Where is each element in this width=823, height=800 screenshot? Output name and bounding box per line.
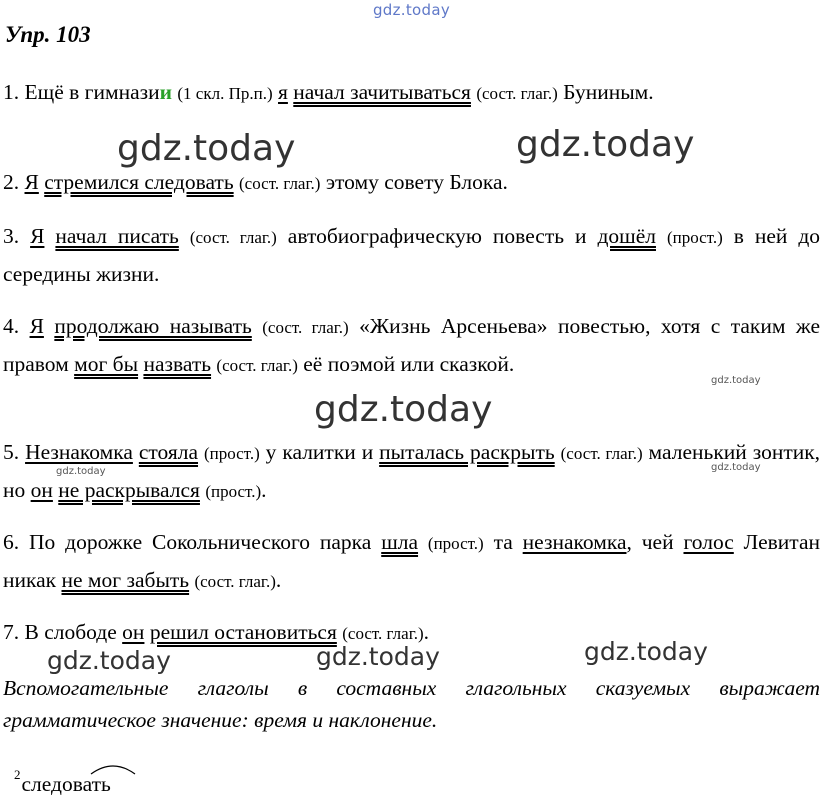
conclusion-note: Вспомогательные глаголы в составных глагольных сказуемых выражает грамматическое значение: время и наклонение. bbox=[3, 676, 820, 732]
watermark: gdz.today bbox=[584, 637, 708, 666]
watermark: gdz.today bbox=[711, 375, 761, 386]
text-segment: . bbox=[261, 478, 267, 502]
analyzed-word: следовать bbox=[21, 772, 111, 797]
subject-underlined: он bbox=[30, 478, 53, 502]
exercise-title: Упр. 103 bbox=[5, 22, 91, 47]
watermark: gdz.today bbox=[56, 466, 106, 477]
text-segment: «Жизнь Арсеньева» повестью, хотя с таким же правом bbox=[3, 314, 821, 376]
root-arc-mark bbox=[88, 762, 138, 776]
predicate-underlined: шла bbox=[381, 530, 419, 554]
subject-underlined: голос bbox=[683, 530, 734, 554]
predicate-underlined: назвать bbox=[143, 352, 212, 376]
text-segment: . bbox=[423, 620, 430, 644]
text-segment: её поэмой или сказкой. bbox=[297, 352, 515, 376]
text-segment bbox=[44, 224, 55, 248]
subject-underlined: Я bbox=[29, 314, 44, 338]
grammar-note: (прост.) bbox=[205, 482, 262, 501]
sentence-2 bbox=[3, 164, 820, 202]
grammar-note: (сост. глаг.) bbox=[262, 318, 349, 337]
text-segment bbox=[44, 314, 54, 338]
sentence-1 bbox=[3, 74, 820, 112]
sentence-number: 2. bbox=[3, 170, 25, 194]
predicate-underlined: мог бы bbox=[74, 352, 139, 376]
subject-underlined: незнакомка bbox=[522, 530, 627, 554]
grammar-note: (сост. глаг.) bbox=[560, 444, 643, 463]
watermark: gdz.today bbox=[516, 124, 695, 165]
predicate-underlined: стояла bbox=[138, 440, 199, 464]
subject-underlined: Я bbox=[24, 170, 39, 194]
text-segment: та bbox=[483, 530, 523, 554]
sentence-4 bbox=[3, 308, 820, 384]
text-segment bbox=[179, 224, 190, 248]
text-segment: у калитки и bbox=[259, 440, 380, 464]
subject-underlined: Я bbox=[30, 224, 45, 248]
text-segment: автобиографическую повесть и bbox=[276, 224, 598, 248]
predicate-underlined: не раскрывался bbox=[58, 478, 200, 502]
predicate-underlined: стремился следовать bbox=[44, 170, 234, 194]
analysis-number: 2 bbox=[14, 767, 21, 782]
sentence-number: 6. bbox=[3, 530, 29, 554]
text-segment: . bbox=[275, 568, 282, 592]
watermark: gdz.today bbox=[316, 642, 440, 671]
text-segment bbox=[418, 530, 428, 554]
subject-underlined: он bbox=[122, 620, 145, 644]
predicate-underlined: начал зачитываться bbox=[293, 80, 471, 104]
sentence-number: 3. bbox=[3, 224, 31, 248]
grammar-note: (прост.) bbox=[427, 534, 484, 553]
watermark: gdz.today bbox=[711, 462, 761, 473]
text-segment: Буниным. bbox=[557, 80, 654, 104]
watermark: gdz.today bbox=[47, 646, 171, 675]
grammar-note: (1 скл. Пр.п.) bbox=[177, 84, 273, 103]
subject-underlined: Незнакомка bbox=[25, 440, 133, 464]
predicate-underlined: начал писать bbox=[55, 224, 179, 248]
predicate-underlined: решил остановиться bbox=[149, 620, 337, 644]
sentence-number: 5. bbox=[3, 440, 26, 464]
grammar-note: (прост.) bbox=[203, 444, 260, 463]
text-segment: , чей bbox=[626, 530, 684, 554]
predicate-underlined: продолжаю называть bbox=[54, 314, 252, 338]
grammar-note: (сост. глаг.) bbox=[239, 174, 321, 193]
predicate-underlined: не мог забыть bbox=[61, 568, 190, 592]
sentence-number: 7. bbox=[3, 620, 25, 644]
text-segment: По дорожке Сокольнического парка bbox=[29, 530, 382, 554]
sentence-number: 1. bbox=[3, 80, 25, 104]
sentence-7 bbox=[3, 614, 820, 652]
text-segment: маленький зонтик, но bbox=[3, 440, 821, 502]
grammar-note: (сост. глаг.) bbox=[342, 624, 424, 643]
predicate-underlined: пыталась раскрыть bbox=[379, 440, 555, 464]
text-segment: Левитан никак bbox=[3, 530, 821, 592]
text-segment bbox=[252, 314, 262, 338]
grammar-note: (сост. глаг.) bbox=[216, 356, 298, 375]
top-site-watermark: gdz.today bbox=[372, 1, 451, 19]
sentence-6 bbox=[3, 524, 820, 600]
subject-underlined: я bbox=[278, 80, 288, 104]
sentence-3 bbox=[3, 218, 820, 292]
sentence-5 bbox=[3, 434, 820, 510]
sentence-number: 4. bbox=[3, 314, 30, 338]
text-segment: этому совету Блока. bbox=[320, 170, 508, 194]
grammar-note: (сост. глаг.) bbox=[476, 84, 558, 103]
watermark: gdz.today bbox=[117, 128, 296, 169]
text-segment: Ещё в гимнази bbox=[24, 80, 160, 104]
grammar-note: (сост. глаг.) bbox=[189, 228, 277, 247]
text-segment: В слободе bbox=[24, 620, 123, 644]
highlighted-ending: и bbox=[159, 80, 173, 104]
grammar-note: (прост.) bbox=[666, 228, 723, 247]
text-segment bbox=[656, 224, 667, 248]
grammar-note: (сост. глаг.) bbox=[194, 572, 276, 591]
text-segment: в ней до середины жизни. bbox=[3, 224, 821, 286]
predicate-underlined: дошёл bbox=[597, 224, 656, 248]
watermark: gdz.today bbox=[314, 389, 493, 430]
